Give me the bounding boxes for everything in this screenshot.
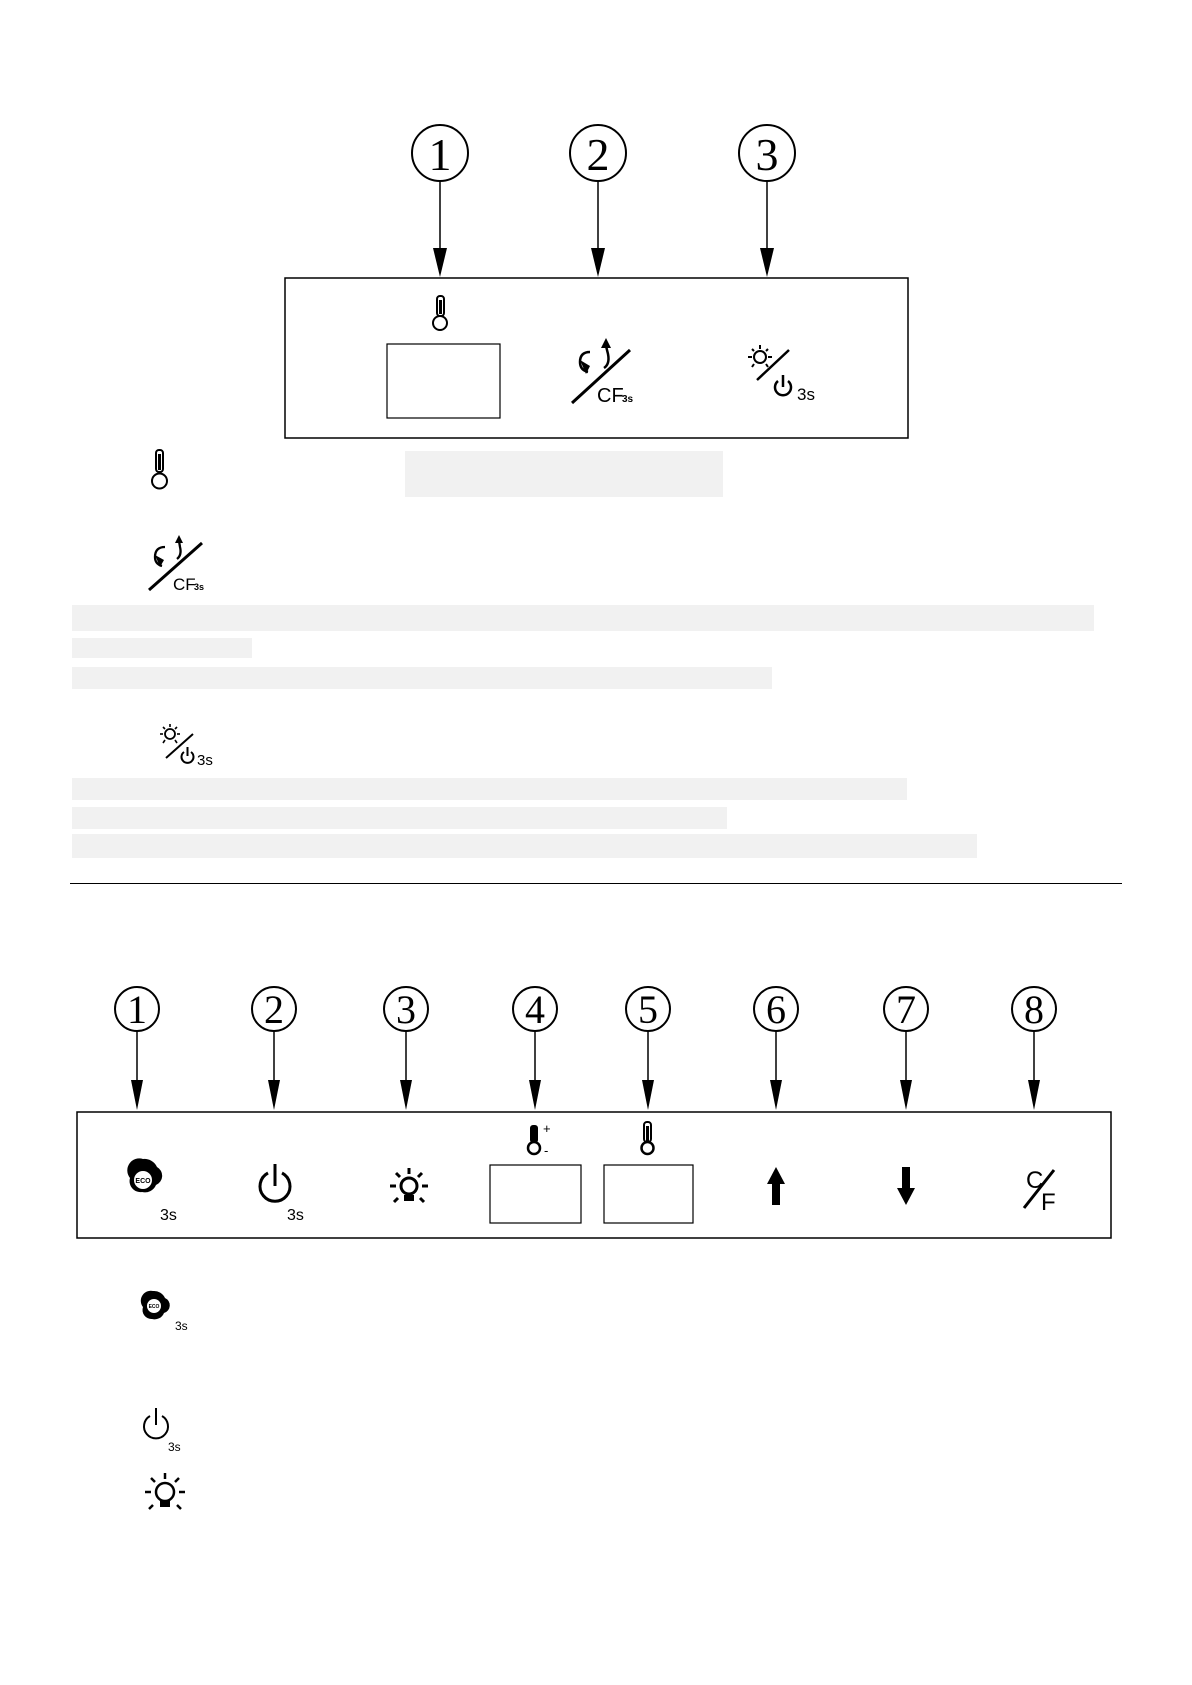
eco-label: ECO xyxy=(135,1178,151,1185)
temperature-display xyxy=(604,1165,693,1223)
callout-number: 7 xyxy=(896,987,916,1032)
power-icon xyxy=(260,1164,290,1201)
power-3s-button[interactable] xyxy=(260,1164,304,1224)
plus-label: + xyxy=(543,1121,551,1136)
callout-number: 8 xyxy=(1024,987,1044,1032)
callout-number: 1 xyxy=(428,129,452,180)
light-button[interactable] xyxy=(390,1168,428,1202)
eco-icon xyxy=(127,1158,162,1192)
arrow-down-icon xyxy=(131,1080,143,1110)
callout-number: 6 xyxy=(766,987,786,1032)
down-arrow-icon xyxy=(897,1167,915,1205)
down-button[interactable] xyxy=(897,1167,915,1205)
callout-1 xyxy=(115,987,159,1110)
legend-hold-label: 3s xyxy=(175,1319,188,1333)
callout-number: 3 xyxy=(396,987,416,1032)
hold-label: 3s xyxy=(287,1207,304,1224)
callout-number: 2 xyxy=(264,987,284,1032)
callout-number: 1 xyxy=(127,987,147,1032)
eco-3s-button[interactable] xyxy=(127,1158,177,1224)
temperature-display-group xyxy=(604,1122,693,1223)
hold-label: 3s xyxy=(797,385,815,404)
callout-7 xyxy=(884,987,928,1110)
legend-hold-label: 3s xyxy=(197,752,213,769)
arrow-down-icon xyxy=(529,1080,541,1110)
legend-light-icon xyxy=(140,1470,200,1520)
legend-cf-sub-label: 3s xyxy=(194,582,205,592)
temperature-icon xyxy=(642,1122,654,1154)
callout-number: 5 xyxy=(638,987,658,1032)
legend-power-3s-icon xyxy=(140,1405,200,1455)
arrow-down-icon xyxy=(268,1080,280,1110)
arrow-down-icon xyxy=(400,1080,412,1110)
callout-4 xyxy=(513,987,557,1110)
light-icon xyxy=(390,1168,428,1202)
callout-2 xyxy=(252,987,296,1110)
hold-label: 3s xyxy=(160,1207,177,1224)
minus-label: - xyxy=(544,1143,549,1158)
arrow-down-icon xyxy=(770,1080,782,1110)
celsius-fahrenheit-icon xyxy=(1024,1167,1056,1216)
control-panel-frame xyxy=(77,1112,1111,1238)
c-letter: C xyxy=(1026,1167,1044,1194)
callout-8 xyxy=(1012,987,1056,1110)
callout-6 xyxy=(754,987,798,1110)
set-temperature-display xyxy=(490,1165,581,1223)
legend-hold-label: 3s xyxy=(168,1440,181,1454)
set-temperature-icon xyxy=(528,1121,551,1158)
arrow-down-icon xyxy=(642,1080,654,1110)
up-button[interactable] xyxy=(767,1167,785,1205)
up-arrow-icon xyxy=(767,1167,785,1205)
callout-number: 2 xyxy=(586,129,610,180)
callout-number: 3 xyxy=(755,129,779,180)
legend-cf-label: CF xyxy=(173,575,196,594)
callout-5 xyxy=(626,987,670,1110)
celsius-fahrenheit-button[interactable] xyxy=(1024,1167,1056,1216)
arrow-down-icon xyxy=(900,1080,912,1110)
arrow-down-icon xyxy=(1028,1080,1040,1110)
set-temperature-display-group xyxy=(490,1121,581,1223)
legend-eco-3s-icon xyxy=(135,1285,195,1335)
f-letter: F xyxy=(1041,1189,1056,1216)
cf-label: CF xyxy=(597,385,624,407)
legend-eco-label: ECO xyxy=(148,1304,160,1310)
callout-3 xyxy=(384,987,428,1110)
callout-number: 4 xyxy=(525,987,545,1032)
cf-sub-label: 3s xyxy=(622,394,634,405)
